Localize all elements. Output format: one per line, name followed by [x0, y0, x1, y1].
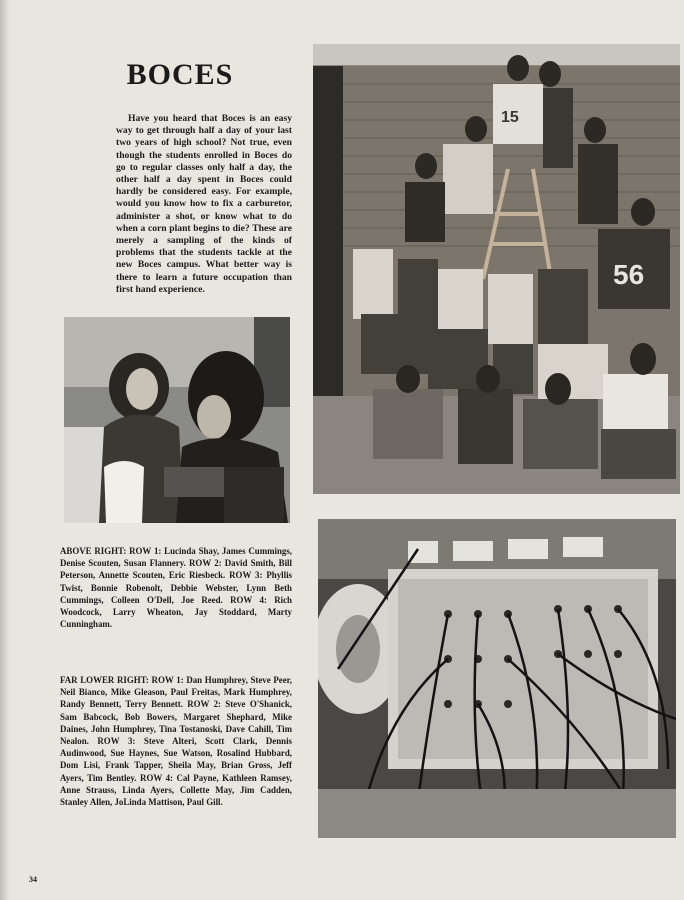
- jersey-number-56: 56: [613, 259, 645, 290]
- caption-above-right: ABOVE RIGHT: ROW 1: Lucinda Shay, James Cummings, Denise Scouten, Susan Flannery. ROW 2: David Smith, Bill Peterson, Annette Scouten, Eric Riesbeck. ROW 3: Phyllis Twist, Bonnie Robenolt, Debbie Webster, Lynn Beth Cummings, Colleen O'Dell, Joe Reed. ROW 4: Rich Woodcock, Larry Wheaton, Jay Stoddard, Marty Cunningham.: [60, 546, 292, 630]
- binding-shadow: [0, 0, 10, 900]
- intro-paragraph: Have you heard that Boces is an easy way to get through half a day of your last two years of high school? Not true, even though the students enrolled in Boces do go to regular classes only half a day, the other half a day spent in Boces could hardly be considered easy. For example, would you know how to fix a carburetor, administer a shot, or know what to do when a corn plant begins to die? These are merely a sampling of the kinds of problems that the students tackle at the new Boces campus. What better way is there to learn a future occupation than first hand experience.: [116, 113, 292, 295]
- jersey-number-15: 15: [501, 109, 519, 126]
- electrical-equipment-photo: [318, 519, 676, 838]
- students-working-photo: [64, 317, 290, 523]
- page-number: 34: [29, 875, 37, 884]
- page-title: BOCES: [126, 58, 234, 91]
- caption-far-lower-right: FAR LOWER RIGHT: ROW 1: Dan Humphrey, Steve Peer, Neil Bianco, Mike Gleason, Paul Freitas, Mark Humphrey, Randy Bennett, Terry Bennett. ROW 2: Steve O'Shanick, Sam Babcock, Bob Bowers, Margaret Shephard, Mike Daines, John Humphrey, Tina Tostanoski, Dave Cahill, Tim Nealon. ROW 3: Steve Alteri, Scott Clark, Dennis Audinwood, Sue Haynes, Sue Watson, Rosalind Hubbard, Dom Lisi, Frank Tapper, Sheila May, Brian Gross, Jeff Ayers, Tim Bentley. ROW 4: Cal Payne, Kathleen Ramsey, Anne Strauss, Linda Ayers, Collette May, Jim Cadden, Stanley Allen, JoLinda Mattison, Paul Gill.: [60, 675, 292, 808]
- group-portrait-photo: [313, 44, 680, 494]
